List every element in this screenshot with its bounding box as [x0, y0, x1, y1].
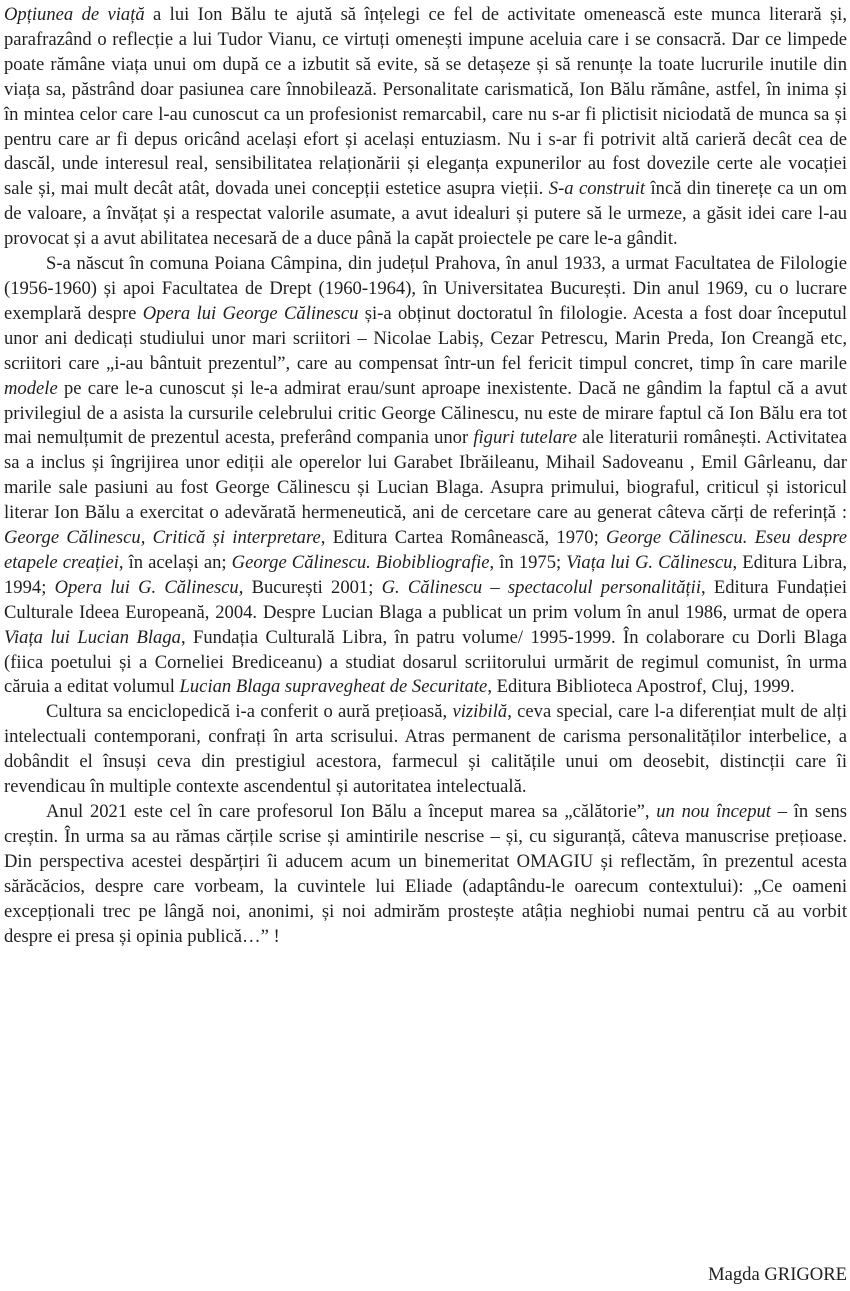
text-segment: Anul 2021 este cel în care profesorul Ion Bălu a început marea sa „călătorie”, [46, 801, 657, 822]
text-segment: Opera lui George Călinescu [142, 302, 359, 324]
text-segment: figuri tutelare [473, 427, 577, 449]
text-segment: , ceva special, care l-a diferențiat mult de alți intelectuali contemporani, confrați în arta scrisului. Atras permanent de carisma personalităților interbelice, a dobândit el însuși ceva din prestigiul acestora, farmecul și calitățile unui om deosebit, distincții care îi revendicau în multiple contexte ascendentul și autoritatea intelectuală. [4, 701, 847, 798]
text-segment: S-a construit [548, 178, 646, 200]
text-segment: George Călinescu. Biobibliografie [231, 551, 490, 573]
text-segment: , Editura Libra, 1994; [4, 551, 847, 598]
text-segment: Viața lui G. Călinescu [566, 551, 733, 573]
article-body [4, 3, 847, 949]
text-segment: , Editura Fundației Culturale Ideea Europeană, 2004. Despre Lucian Blaga a publicat un prim volum în anul 1986, urmat de opera [4, 576, 847, 623]
text-segment: , în același an; [118, 551, 232, 573]
text-segment: Lucian Blaga supravegheat de Securitate [179, 676, 488, 698]
text-segment: vizibilă [452, 701, 508, 723]
text-segment: , Editura Cartea Românească, 1970; [320, 527, 607, 549]
text-segment: , în 1975; [489, 551, 567, 573]
text-segment: ale literaturii românești. Activitatea sa a inclus și îngrijirea unor ediții ale operelor lui Garabet Ibrăileanu, Mihail Sadoveanu , Emil Gârleanu, dar marile sale pasiuni au fost George Călinescu și Lucian Blaga. Asupra primului, biograful, criticul și istoricul literar Ion Bălu a exercitat o adevărată hermeneutică, ani de cercetare care au generat câteva cărți de referință : [4, 427, 847, 524]
text-segment: a lui Ion Bălu te ajută să înțelegi ce fel de activitate omenească este munca literară și, parafrazând o reflecție a lui Tudor Vianu, ce virtuți omenești impune aceluia care i se consacră. Dar ce limpede poate rămâne viața unui om după ce a izbutit să evite, să se detașeze și să renunțe la toate lucrurile inutile din viața sa, păstrând doar pasiunea care înnobilează. Personalitate carismatică, Ion Bălu rămâne, astfel, în inima și în mintea celor care l-au cunoscut ca un profesionist remarcabil, care nu s-ar fi plictisit niciodată de munca sa și pentru care ar fi depus oricând același efort și același entuziasm. Nu i s-ar fi potrivit altă carieră decât cea de dascăl, unde interesul real, sensibilitatea relaționării și eleganța expunerilor au fost dovezile certe ale vocației sale și, mai mult decât atât, dovada unei concepții estetice asupra vieții. [4, 4, 847, 200]
text-segment: Opera lui G. Călinescu [54, 576, 239, 598]
text-segment: pe care le-a cunoscut și le-a admirat erau/sunt aproape inexistente. Dacă ne gândim la faptul că a avut privilegiul de a asista la cursurile celebrului critic George Călinescu, nu este de mirare faptul că Ion Bălu era tot mai nemulțumit de prezentul acesta, preferând compania unor [4, 377, 847, 449]
paragraph-2 [4, 252, 847, 700]
text-segment: George Călinescu. Eseu despre etapele creației [4, 527, 847, 573]
text-segment: George Călinescu, Critică și interpretare [4, 527, 321, 549]
author-signature: Magda GRIGORE [708, 1264, 847, 1285]
text-segment: Cultura sa enciclopedică i-a conferit o aură prețioasă, [46, 701, 453, 723]
paragraph-3 [4, 700, 847, 800]
text-segment: G. Călinescu – spectacolul personalității [381, 576, 701, 598]
text-segment: un nou început [656, 801, 771, 822]
text-segment: – în sens creștin. În urma sa au rămas cărțile scrise și amintirile nescrise – și, cu siguranță, câteva manuscrise prețioase. Din perspectiva acestei despărțiri îi aducem acum un binemeritat OMAGIU și reflectăm, în prezentul acesta sărăcăcios, despre care vorbeam, la cuvintele lui Eliade (adaptându-le oarecum contextului): „Ce oameni excepționali trec pe lângă noi, anonimi, și noi admirăm prostește atâția neghiobi numai pentru că au vorbit despre ei presa și opinia publică…” ! [4, 801, 847, 947]
paragraph-1 [4, 3, 847, 252]
text-segment: Opțiunea de viață [4, 4, 145, 25]
text-segment: , Fundația Culturală Libra, în patru volume/ 1995-1999. În colaborare cu Dorli Blaga (fiica poetului și a Corneliei Brediceanu) a studiat dosarul scriitorului urmărit de regimul comunist, în urma căruia a editat volumul [4, 626, 847, 698]
text-segment: modele [4, 377, 58, 399]
text-segment: , București 2001; [238, 576, 382, 598]
text-segment: Viața lui Lucian Blaga [4, 626, 181, 648]
text-segment: , Editura Biblioteca Apostrof, Cluj, 1999. [487, 676, 795, 698]
paragraph-4 [4, 800, 847, 949]
text-segment: încă din tinerețe ca un om de valoare, a învățat și a respectat valorile asumate, a avut idealuri și putere să le urmeze, a găsit idei care l-au provocat și a avut abilitatea necesară de a duce până la capăt proiectele pe care le-a gândit. [4, 178, 847, 250]
text-segment: S-a născut în comuna Poiana Câmpina, din județul Prahova, în anul 1933, a urmat Facultatea de Filologie (1956-1960) și apoi Facultatea de Drept (1960-1964), în Universitatea București. Din anul 1969, cu o lucrare exemplară despre [4, 253, 847, 324]
text-segment: și-a obținut doctoratul în filologie. Acesta a fost doar începutul unor ani dedicați studiului unor mari scriitori – Nicolae Labiș, Cezar Petrescu, Marin Preda, Ion Creangă etc, scriitori care „i-au bântuit prezentul”, care au compensat într-un fel fericit timpul concret, timp în care marile [4, 302, 847, 374]
